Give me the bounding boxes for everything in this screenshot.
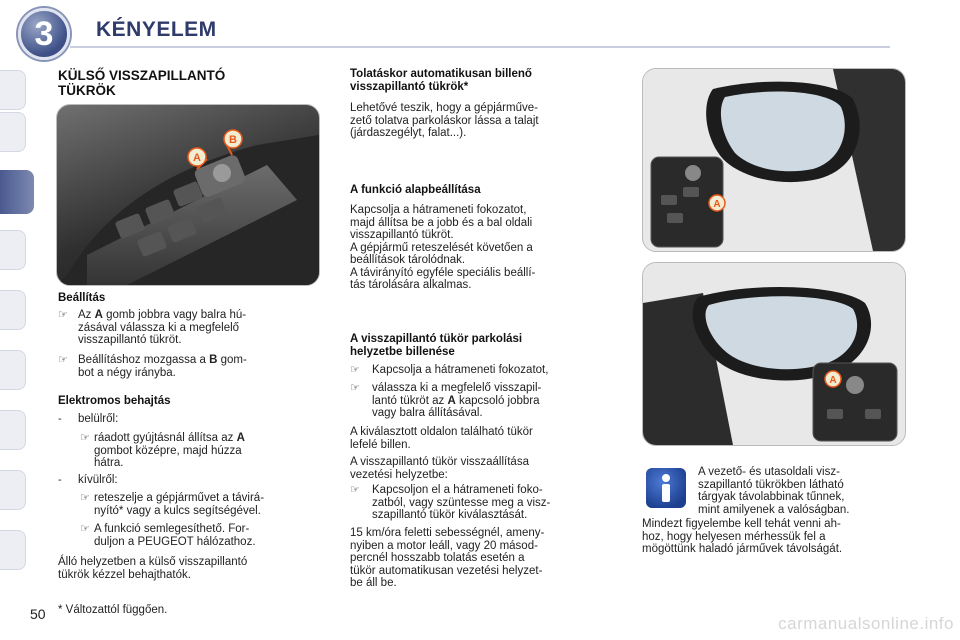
park-paragraph-2: A visszapillantó tükör visszaállítása vezetési helyzetbe: xyxy=(350,456,529,481)
basic-text: Kapcsolja a hátrameneti fokozatot, majd állítsa be a jobb és a bal oldali visszapillantó tükröt. A gépjármű reteszelését követően a beállítások tárolódnak. A távirányító egyféle speciális beállí- tás tárolására alkalmas. xyxy=(350,204,536,291)
reverse-heading: Tolatáskor automatikusan billenő visszapillantó tükrök* xyxy=(350,68,532,93)
mirror-photo-bottom xyxy=(642,262,906,446)
side-tab[interactable] xyxy=(0,410,26,450)
footnote: * Változattól függően. xyxy=(58,604,168,616)
info-icon xyxy=(646,468,686,508)
side-tab[interactable] xyxy=(0,350,26,390)
side-tab[interactable] xyxy=(0,230,26,270)
outside-bullet-1: ☞ reteszelje a gépjárművet a távirá- nyító* vagy a kulcs segítségével. xyxy=(80,492,265,517)
outside-label: - kívülről: xyxy=(58,474,118,486)
park-heading: A visszapillantó tükör parkolási helyzetbe billenése xyxy=(350,333,523,358)
park-bullet-2: ☞ válassza ki a megfelelő visszapil- lantó tükröt az A kapcsoló jobbra vagy balra állításával. xyxy=(350,382,542,419)
basic-heading: A funkció alapbeállítása xyxy=(350,184,481,196)
stationary-note: Álló helyzetben a külső visszapillantó tükrök kézzel behajthatók. xyxy=(58,556,248,581)
settings-bullet-1: ☞ Az A gomb jobbra vagy balra hú- zásával válassza ki a megfelelő visszapillantó tükröt. xyxy=(58,309,247,346)
side-tab-active[interactable] xyxy=(0,170,34,214)
chapter-number-badge: 3 xyxy=(18,8,70,60)
outside-bullet-2: ☞ A funkció semlegesíthető. For- duljon a PEUGEOT hálózathoz. xyxy=(80,523,256,548)
side-tab[interactable] xyxy=(0,70,26,110)
inside-label: - belülről: xyxy=(58,413,119,425)
reverse-text: Lehetővé teszik, hogy a gépjárműve- zető tolatva parkoláskor lássa a talajt (járdaszegélyt, falat...). xyxy=(350,102,539,139)
side-tab[interactable] xyxy=(0,530,26,570)
side-tab[interactable] xyxy=(0,290,26,330)
info-text: Mindezt figyelembe kell tehát venni ah- hoz, hogy helyesen mérhessük fel a mögöttünk haladó járművek távolságát. xyxy=(642,518,843,555)
section-title: KÜLSŐ VISSZAPILLANTÓ TÜKRÖK xyxy=(58,68,226,98)
page-number: 50 xyxy=(30,606,46,622)
inside-bullet: ☞ ráadott gyújtásnál állítsa az A gombot középre, majd húzza hátra. xyxy=(80,432,245,469)
speed-paragraph: 15 km/óra feletti sebességnél, ameny- nyiben a motor leáll, vagy 20 másod- percnél hosszabb tolatás esetén a tükör automatikusan vezetési helyzet- be áll be. xyxy=(350,527,545,589)
settings-bullet-2: ☞ Beállításhoz mozgassa a B gom- bot a négy irányba. xyxy=(58,354,247,379)
side-tab[interactable] xyxy=(0,470,26,510)
info-text-indent: A vezető- és utasoldali visz- szapillantó tükrökben látható tárgyak távolabbinak tűnnek, mint amilyenek a valóságban. xyxy=(698,466,850,516)
mirror-photo-top xyxy=(642,68,906,252)
photo-label-b: B xyxy=(229,134,237,146)
park-bullet-3: ☞ Kapcsoljon el a hátrameneti foko- zatból, vagy szüntesse meg a visz- szapillantó tükör kiválasztását. xyxy=(350,484,551,521)
park-paragraph-1: A kiválasztott oldalon található tükör lefelé billen. xyxy=(350,426,533,451)
watermark: carmanualsonline.info xyxy=(778,614,954,633)
side-tab[interactable] xyxy=(0,112,26,152)
photo-label-a-bottom: A xyxy=(829,375,837,386)
settings-heading: Beállítás xyxy=(58,292,106,304)
photo-label-a-top: A xyxy=(713,199,721,210)
fold-heading: Elektromos behajtás xyxy=(58,395,171,407)
park-bullet-1: ☞ Kapcsolja a hátrameneti fokozatot, xyxy=(350,364,549,376)
header-divider xyxy=(70,46,890,48)
photo-label-a: A xyxy=(193,152,201,164)
door-switch-panel-photo xyxy=(56,104,320,286)
chapter-title: KÉNYELEM xyxy=(96,18,217,41)
